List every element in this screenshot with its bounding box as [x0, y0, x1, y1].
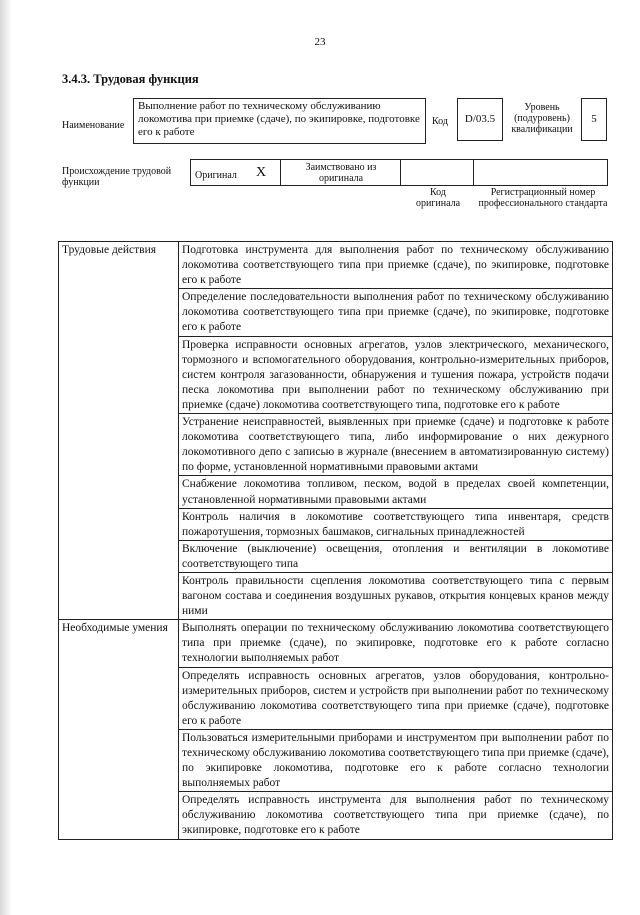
origin-divider: [400, 159, 401, 186]
reg-number-label: Регистрационный номер профессионального стандарта: [478, 187, 608, 209]
code-value: D/03.5: [457, 98, 503, 141]
table-row: Снабжение локомотива топливом, песком, водой в пределах своей компетенции, установленной нормативными правовыми актами: [179, 476, 613, 508]
table-row: Определять исправность основных агрегатов, узлов оборудования, контрольно-измерительных приборов, систем и устройств при выполнении работ по техническому обслуживанию локомотива соответствующего типа при приемке (сдаче), подготовке его к работе: [179, 667, 613, 729]
code-original-label: Код оригинала: [415, 187, 461, 209]
work-function-table: [58, 241, 613, 840]
table-row: Устранение неисправностей, выявленных при приемке (сдаче) и подготовке к работе локомотива соответствующего типа, либо информирование о них дежурного локомотивного депо с записью в журнале (внесением в автоматизированную систему) по форме, установленной нормативными правовыми актами: [179, 414, 613, 476]
origin-divider: [473, 159, 474, 186]
table-row: Проверка исправности основных агрегатов, узлов электрического, механического, тормозного и вспомогательного оборудования, контрольно-измерительных приборов, систем контроля загазованности, обнаружения и тушения пожара, устройств подачи песка локомотива при выполнении работ по техническому обслуживанию при приемке (сдаче) локомотива соответствующего типа, подготовке его к работе: [179, 336, 613, 413]
borrowed-label: Заимствовано из оригинала: [305, 162, 377, 184]
section-title: 3.4.3. Трудовая функция: [62, 72, 199, 86]
scan-edge-shadow: [0, 0, 12, 915]
origin-label: Происхождение трудовой функции: [62, 166, 172, 188]
section-heading: Трудовые действия: [59, 242, 179, 620]
level-label: Уровень (подуровень) квалификации: [511, 102, 573, 135]
table-row: Подготовка инструмента для выполнения работ по техническому обслуживанию локомотива соответствующего типа при приемке (сдаче), по экипировке, подготовке его к работе: [179, 242, 613, 289]
name-label: Наименование: [62, 120, 125, 131]
table-row: Определять исправность инструмента для выполнения работ по техническому обслуживанию локомотива соответствующего типа при приемке (сдаче), по экипировке, подготовке его к работе: [179, 792, 613, 839]
section-heading: Необходимые умения: [59, 620, 179, 839]
name-value: Выполнение работ по техническому обслуживанию локомотива при приемке (сдаче), по экипировке, подготовке его к работе: [133, 98, 426, 144]
page-number: 23: [314, 36, 326, 48]
table-row: Выполнять операции по техническому обслуживанию локомотива соответствующего типа при приемке (сдаче), по экипировке, подготовке его к работе согласно технологии выполняемых работ: [179, 620, 613, 667]
origin-box: [190, 159, 608, 186]
original-mark: X: [256, 165, 267, 180]
table-row: Контроль наличия в локомотиве соответствующего типа инвентаря, средств пожаротушения, тормозных башмаков, сигнальных принадлежностей: [179, 508, 613, 540]
table-row: Определение последовательности выполнения работ по техническому обслуживанию локомотива соответствующего типа при приемке (сдаче), по экипировке, подготовке его к работе: [179, 289, 613, 336]
origin-divider: [280, 159, 281, 186]
original-label: Оригинал: [195, 170, 237, 181]
code-label: Код: [432, 116, 448, 127]
level-value: 5: [581, 98, 607, 141]
table-row: Пользоваться измерительными приборами и инструментом при выполнении работ по техническому обслуживанию локомотива соответствующего типа при приемке (сдаче), по экипировке локомотива, подготовке его к работе согласно технологии выполняемых работ: [179, 729, 613, 791]
table-row: Включение (выключение) освещения, отопления и вентиляции в локомотиве соответствующего типа: [179, 540, 613, 572]
table-row: Контроль правильности сцепления локомотива соответствующего типа с первым вагоном состава и соединения воздушных рукавов, открытия концевых кранов между ними: [179, 572, 613, 619]
